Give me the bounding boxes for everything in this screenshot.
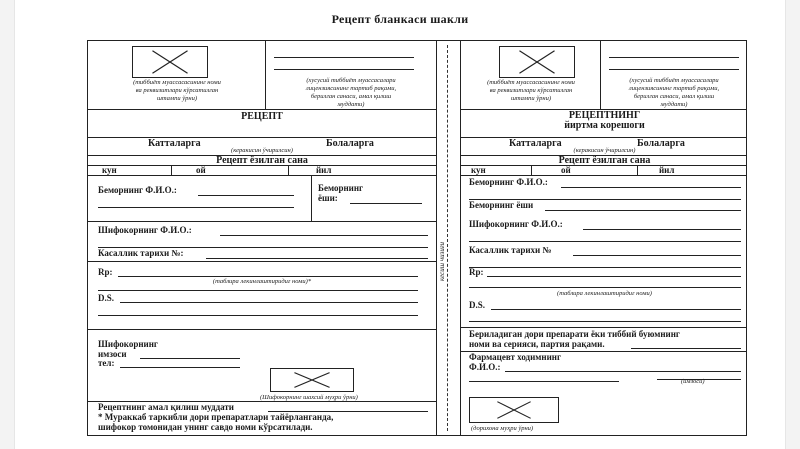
date-written-label: Рецепт ёзилган сана [216,155,308,166]
stub-ds-label: D.S. [469,300,486,310]
validity-label: Рецептнинг амал қилиш муддати [98,402,234,412]
page-edge-left [0,0,15,449]
children-option[interactable]: Болаларга [326,138,374,149]
stub-private-license-caption: (хусусий тиббиёт муассасалари лицензиясининг тартиб рақами, берилган санаси, амал қилиш муддати) [628,77,720,108]
stub-date-written-label: Рецепт ёзилган сана [558,155,651,166]
stub-pharmacist-field[interactable] [505,371,741,372]
patient-name-field[interactable] [198,195,294,196]
cross-out-note: (керакисин ўчирилсин) [231,147,293,154]
page-edge-right [785,0,800,449]
stub-rp-field[interactable] [487,276,741,277]
ds-label: D.S. [98,293,115,303]
doctor-signature-label: Шифокорнинг [98,339,159,349]
stub-patient-age-field[interactable] [545,210,741,211]
page-title: Рецепт бланкаси шакли [331,12,469,26]
month-label: ой [196,165,206,175]
stub-children-option[interactable]: Болаларга [637,138,685,149]
prescription-form [87,40,747,436]
rp-label: Rp: [98,267,113,277]
history-field[interactable] [206,258,428,259]
patient-name-label: Беморнинг Ф.И.О.: [98,185,177,195]
stub-month-label: ой [561,165,571,175]
stub-doctor-name-label: Шифокорнинг Ф.И.О.: [469,219,563,229]
year-label: йил [316,165,332,175]
adults-option[interactable]: Катталарга [148,138,201,149]
ds-field[interactable] [120,302,418,303]
doctor-phone-label: тел: [98,358,115,368]
stub-cross-out-note: (керакисин ўчирилсин) [573,147,636,154]
doctor-phone-field[interactable] [120,367,240,368]
stub-adults-option[interactable]: Катталарга [509,138,562,149]
stub-patient-name-label: Беморнинг Ф.И.О.: [469,177,548,187]
stub-drug-name-caption: (таблира лекинлаштиридиг номи) [557,290,652,297]
private-license-caption: (хусусий тиббиёт муассасалари лицензиясининг тартиб рақами, берилган санаси, амал қилиш муддати) [305,77,397,108]
stub-pharmacist-label: Фармацевт ходимнинг [469,352,562,362]
day-label: кун [102,165,117,175]
recipe-label: РЕЦЕПТ [241,111,283,122]
patient-age-field[interactable] [350,203,422,204]
history-label: Касаллик тарихи №: [98,248,184,258]
stamp-placeholder-icon [132,46,208,78]
cut-line [436,41,460,435]
prescription-stub: (тиббиёт муассасасининг номи ва реквизитлари кўрсатилган штампи ўрни) (хусусий тиббиёт муассасалари лицензиясининг тартиб рақами, берилган санаси, амал қилиш муддати) РЕЦЕПТНИНГ йиртма корешоги Катталарга Болаларга (керакисин ўчирилсин) Рецепт ёзилган сана кун ой йил Беморнинг Ф.И.О.: Беморнинг ёши Шифокорнинг Ф.И.О.: Касаллик тарихи № Rp: (таблира лекинлаштиридиг номи) D.S. Бериладиган дори препарати ёки тиббий буюмнинг номи ва серияси, партия рақами. Фармацевт ходимнинг Ф.И.О.: (имзоси) (дорихона муҳри ўрни) [460,41,746,435]
stub-stamp-caption: (тиббиёт муассасасининг номи ва реквизитлари кўрсатилган штампи ўрни) [487,79,575,102]
doctor-signature-field[interactable] [140,358,240,359]
stub-rp-label: Rp: [469,267,484,277]
stamp-caption: (тиббиёт муассасасининг номи ва реквизитлари кўрсатилган штампи ўрни) [133,79,221,102]
patient-age-label: Беморнинг [318,183,364,193]
stub-patient-name-field[interactable] [561,187,741,188]
stub-year-label: йил [659,165,675,175]
stub-signature-caption: (имзоси) [681,378,705,385]
cut-line-label: кесиш чизиғи [438,241,446,281]
prescription-main: (тиббиёт муассасасининг номи ва реквизитлари кўрсатилган штампи ўрни) (хусусий тиббиёт муассасалари лицензиясининг тартиб рақами, берилган санаси, амал қилиш муддати) РЕЦЕПТ Катталарга Болаларга (керакисин ўчирилсин) Рецепт ёзилган сана кун ой йил Беморнинг Ф.И.О.: Беморнинг ёши: Шифокорнинг Ф.И.О.: Касаллик тарихи №: Rp: (таблира лекинлаштиридиг номи)* D.S. Шифокорнинг имзоси тел: (Шифокорнинг шахсий муҳри ўрни) Рецептнинг амал қилиш муддати * Мураккаб таркибли дори препаратлари тайёрланганда, шифокор томонидан унинг савдо номи кўрсатилади. [88,41,437,435]
stub-stamp-placeholder-icon [499,46,575,78]
doctor-name-label: Шифокорнинг Ф.И.О.: [98,225,192,235]
footnote-1: * Мураккаб таркибли дори препаратлари тайёрланганда, [98,412,334,422]
rp-field[interactable] [118,276,418,277]
stub-dispensed-field[interactable] [631,348,741,349]
pharmacy-seal-caption: (дорихона муҳри ўрни) [471,425,534,432]
stub-history-label: Касаллик тарихи № [469,245,552,255]
doctor-name-field[interactable] [220,235,428,236]
pharmacy-seal-placeholder-icon [469,397,559,423]
doctor-seal-placeholder-icon [270,368,354,392]
stub-patient-age-label: Беморнинг ёши [469,200,534,210]
stub-recipe-sublabel: йиртма корешоги [564,120,645,131]
stub-history-field[interactable] [573,255,741,256]
header-divider [265,41,266,109]
stub-ds-field[interactable] [491,309,741,310]
stub-dispensed-label: Бериладиган дори препарати ёки тиббий буюмнинг [469,329,680,339]
stub-doctor-name-field[interactable] [583,229,741,230]
stub-recipe-label: РЕЦЕПТНИНГ [568,110,641,121]
doctor-seal-caption: (Шифокорнинг шахсий муҳри ўрни) [260,394,358,401]
drug-name-caption: (таблира лекинлаштиридиг номи)* [212,278,312,285]
stub-day-label: кун [471,165,486,175]
footnote-2: шифокор томонидан унинг савдо номи кўрсатилади. [98,422,313,432]
